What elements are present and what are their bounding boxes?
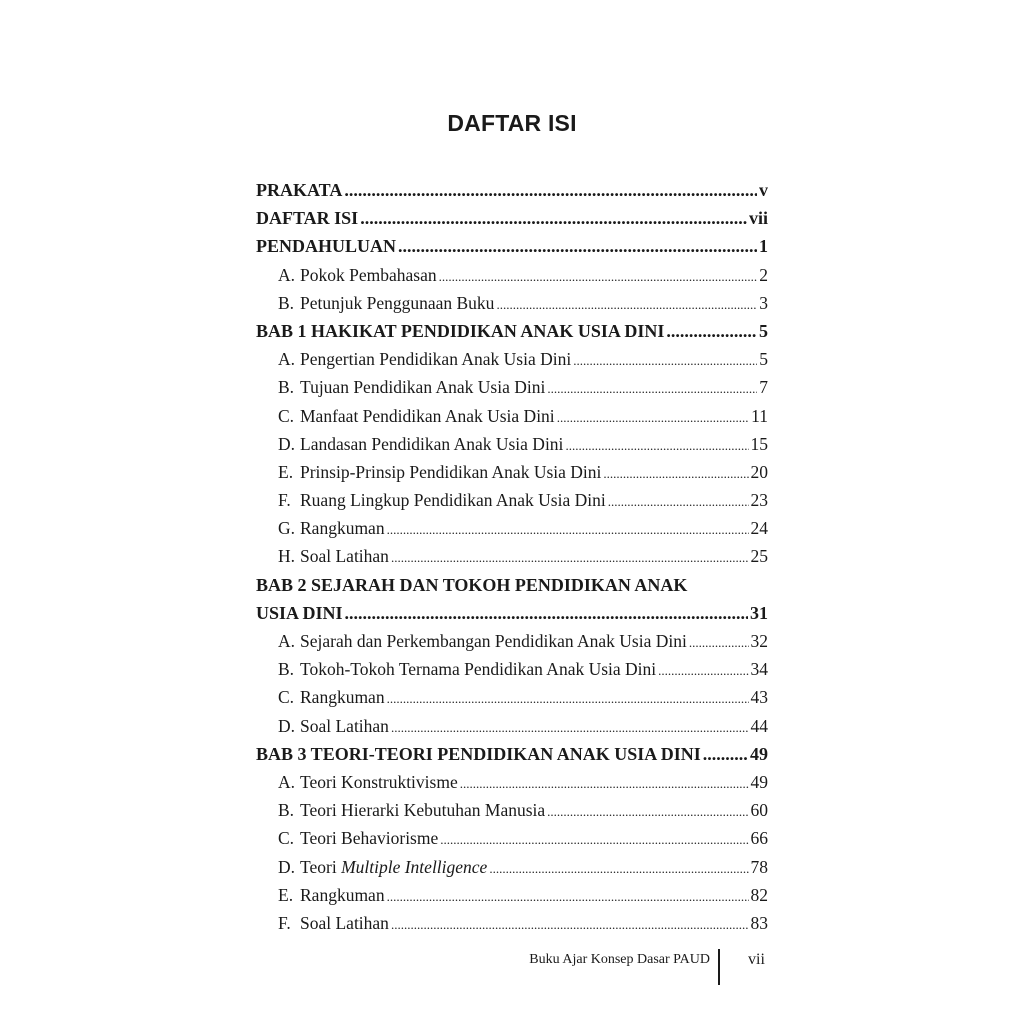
- toc-entry-page: 5: [759, 320, 768, 341]
- toc-entry-label: [278, 289, 494, 317]
- toc-entry-letter: A.: [278, 264, 296, 285]
- page-title: DAFTAR ISI: [447, 110, 577, 136]
- toc-entry-letter: F.: [278, 912, 291, 933]
- toc-entry-label: [278, 261, 437, 289]
- toc-entry-label: [278, 655, 656, 683]
- toc-entry-page: 5: [759, 349, 768, 370]
- toc-entry-text: Tujuan Pendidikan Anak Usia Dini: [300, 377, 546, 398]
- toc-entry-label: [278, 853, 487, 881]
- toc-entry-italic-text: Multiple Intelligence: [341, 856, 488, 877]
- toc-entry: [256, 655, 768, 683]
- toc-entry-letter: A.: [278, 349, 296, 370]
- toc-leader-dots: [608, 488, 749, 516]
- toc-entry-page: 34: [750, 659, 768, 680]
- toc-entry-letter: B.: [278, 292, 295, 313]
- toc-leader-dots: [689, 629, 749, 657]
- toc-entry-label: [278, 373, 545, 401]
- toc-entry-label: [278, 486, 606, 514]
- toc-leader-dots: [360, 204, 747, 232]
- toc-entry-text: Rangkuman: [300, 518, 385, 539]
- toc-entry-letter: C.: [278, 687, 295, 708]
- toc-entry: [256, 599, 768, 627]
- toc-entry-text: Prinsip-Prinsip Pendidikan Anak Usia Dini: [300, 461, 602, 482]
- toc-entry-text: USIA DINI: [256, 602, 343, 623]
- toc-entry-text: Manfaat Pendidikan Anak Usia Dini: [300, 405, 555, 426]
- toc-entry-page: 1: [759, 236, 768, 257]
- toc-leader-dots: [703, 740, 748, 768]
- toc-leader-dots: [496, 291, 757, 319]
- toc-entry-page: 2: [759, 264, 768, 285]
- toc-entry-page: 25: [750, 546, 768, 567]
- toc-entry: [256, 204, 768, 232]
- toc-entry-page: 66: [750, 828, 768, 849]
- toc-entry-letter: C.: [278, 405, 295, 426]
- toc-entry-text: Sejarah dan Perkembangan Pendidikan Anak Usia Dini: [300, 631, 687, 651]
- toc-entry-text: Landasan Pendidikan Anak Usia Dini: [300, 433, 564, 454]
- toc-entry: [256, 853, 768, 881]
- toc-entry: [256, 683, 768, 711]
- toc-leader-dots: [391, 544, 749, 572]
- toc-leader-dots: [440, 826, 748, 854]
- toc-entry-letter: A.: [278, 771, 296, 792]
- toc-entry-label: [256, 176, 342, 204]
- toc-entry-letter: D.: [278, 433, 296, 454]
- toc-entry: [256, 542, 768, 570]
- toc-entry-page: 49: [750, 743, 768, 764]
- toc-entry-text: Teori: [300, 856, 337, 877]
- toc-entry: [256, 373, 768, 401]
- toc-leader-dots: [387, 516, 749, 544]
- toc-leader-dots: [603, 460, 748, 488]
- toc-entry-label: [278, 430, 563, 458]
- toc-entry-page: 7: [759, 377, 768, 398]
- toc-leader-dots: [565, 432, 748, 460]
- toc-entry-page: 44: [750, 715, 768, 736]
- toc-entry: [256, 345, 768, 373]
- toc-entry-letter: H.: [278, 546, 296, 567]
- toc-entry-text: PRAKATA: [256, 180, 343, 200]
- toc-leader-dots: [344, 176, 757, 204]
- toc-entry: [256, 627, 768, 655]
- toc-entry-letter: G.: [278, 518, 296, 539]
- toc-entry-page: 82: [750, 884, 768, 905]
- toc-entry: [256, 402, 768, 430]
- toc-entry-letter: F.: [278, 490, 291, 511]
- toc-entry-text: DAFTAR ISI: [256, 208, 359, 229]
- toc-entry-label: [256, 204, 358, 232]
- toc-entry-label: [278, 345, 571, 373]
- toc-entry-text: Tokoh-Tokoh Ternama Pendidikan Anak Usia Dini: [300, 659, 657, 680]
- toc-entry-letter: E.: [278, 461, 294, 482]
- toc-entry-label: [278, 712, 389, 740]
- toc-leader-dots: [345, 599, 748, 627]
- toc-entry-label: [256, 317, 664, 345]
- toc-entry: [256, 430, 768, 458]
- footer-book-title: Buku Ajar Konsep Dasar PAUD: [529, 952, 710, 967]
- toc-entry-label: [278, 627, 687, 655]
- toc-entry-text: Soal Latihan: [300, 715, 389, 736]
- toc-entry: [256, 486, 768, 514]
- toc-entry-letter: A.: [278, 631, 296, 651]
- toc-entry-text: Teori Konstruktivisme: [300, 771, 458, 792]
- toc-entry-page: 49: [750, 771, 768, 792]
- toc-entry: [256, 458, 768, 486]
- toc-entry-letter: D.: [278, 715, 296, 736]
- toc-entry-page: vii: [748, 208, 768, 229]
- toc-entry-text: Pengertian Pendidikan Anak Usia Dini: [300, 349, 572, 370]
- toc-entry: [256, 768, 768, 796]
- toc-leader-dots: [387, 883, 749, 911]
- toc-entry-letter: E.: [278, 884, 294, 905]
- toc-entry-label: [278, 458, 601, 486]
- toc-entry: [256, 881, 768, 909]
- toc-entry-page: 78: [750, 856, 768, 877]
- toc-entry-text: Pokok Pembahasan: [300, 264, 437, 285]
- toc-entry: [256, 824, 768, 852]
- toc-entry-page: 11: [751, 405, 768, 426]
- toc-entry: [256, 514, 768, 542]
- toc-entry-page: 60: [750, 800, 768, 821]
- toc-entry-label: [256, 571, 687, 599]
- toc-leader-dots: [398, 232, 757, 260]
- toc-leader-dots: [666, 317, 757, 345]
- toc-entry-page: 32: [750, 631, 768, 651]
- toc-entry: [256, 317, 768, 345]
- toc-entry: [256, 289, 768, 317]
- toc-entry-letter: B.: [278, 377, 295, 398]
- toc-leader-dots: [460, 770, 749, 798]
- toc-entry-label: [256, 232, 396, 260]
- toc-entry-text: Ruang Lingkup Pendidikan Anak Usia Dini: [300, 490, 606, 511]
- toc-entry-text: BAB 3 TEORI-TEORI PENDIDIKAN ANAK USIA DINI: [256, 743, 701, 764]
- toc-entry: [256, 571, 768, 599]
- toc-entry-text: Rangkuman: [300, 687, 385, 708]
- footer-divider: [718, 949, 720, 985]
- toc-entry-text: PENDAHULUAN: [256, 236, 397, 257]
- toc-entry-label: [278, 542, 389, 570]
- toc-entry-page: v: [759, 180, 768, 200]
- toc-entry-letter: B.: [278, 800, 295, 821]
- toc-entry: [256, 176, 768, 204]
- toc-entry-label: [278, 683, 385, 711]
- toc-entry-label: [278, 402, 555, 430]
- toc-leader-dots: [557, 404, 749, 432]
- toc-entry: [256, 909, 768, 937]
- page-footer: [0, 949, 1024, 989]
- toc-entry-page: 24: [750, 518, 768, 539]
- toc-entry-page: 31: [750, 602, 768, 623]
- toc-entry-page: 20: [750, 461, 768, 482]
- toc-entry-letter: D.: [278, 856, 296, 877]
- toc-entry-letter: C.: [278, 828, 295, 849]
- toc-leader-dots: [391, 911, 749, 939]
- toc-entry: [256, 796, 768, 824]
- toc-entry-label: [256, 740, 701, 768]
- toc-entry-page: 83: [750, 912, 768, 933]
- toc-leader-dots: [547, 798, 748, 826]
- toc-entry-text: Petunjuk Penggunaan Buku: [300, 292, 495, 313]
- toc-leader-dots: [439, 263, 758, 291]
- toc-leader-dots: [658, 657, 748, 685]
- toc-entry-label: [278, 796, 545, 824]
- footer-page-number: vii: [748, 951, 765, 968]
- toc-entry-text: Teori Hierarki Kebutuhan Manusia: [300, 800, 546, 821]
- toc-entry: [256, 712, 768, 740]
- toc-entry: [256, 740, 768, 768]
- toc-entry-page: 43: [750, 687, 768, 708]
- toc-entry-label: [278, 909, 389, 937]
- toc-entry-text: Teori Behaviorisme: [300, 828, 439, 849]
- toc-entry-page: 15: [750, 433, 768, 454]
- toc-entry-label: [278, 824, 438, 852]
- toc-entry-label: [278, 881, 385, 909]
- toc-entry: [256, 232, 768, 260]
- table-of-contents: [256, 176, 768, 937]
- toc-entry: [256, 261, 768, 289]
- toc-entry-label: [278, 768, 458, 796]
- toc-entry-page: 3: [759, 292, 768, 313]
- toc-leader-dots: [387, 685, 749, 713]
- toc-entry-page: 23: [750, 490, 768, 511]
- toc-entry-text: Rangkuman: [300, 884, 385, 905]
- toc-entry-text: BAB 2 SEJARAH DAN TOKOH PENDIDIKAN ANAK: [256, 574, 688, 595]
- toc-leader-dots: [489, 855, 748, 883]
- toc-entry-label: [256, 599, 343, 627]
- toc-entry-text: BAB 1 HAKIKAT PENDIDIKAN ANAK USIA DINI: [256, 320, 665, 341]
- toc-leader-dots: [573, 347, 757, 375]
- toc-entry-text: Soal Latihan: [300, 912, 389, 933]
- toc-entry-label: [278, 514, 385, 542]
- toc-leader-dots: [391, 714, 749, 742]
- toc-leader-dots: [547, 375, 757, 403]
- toc-entry-text: Soal Latihan: [300, 546, 389, 567]
- toc-entry-letter: B.: [278, 659, 295, 680]
